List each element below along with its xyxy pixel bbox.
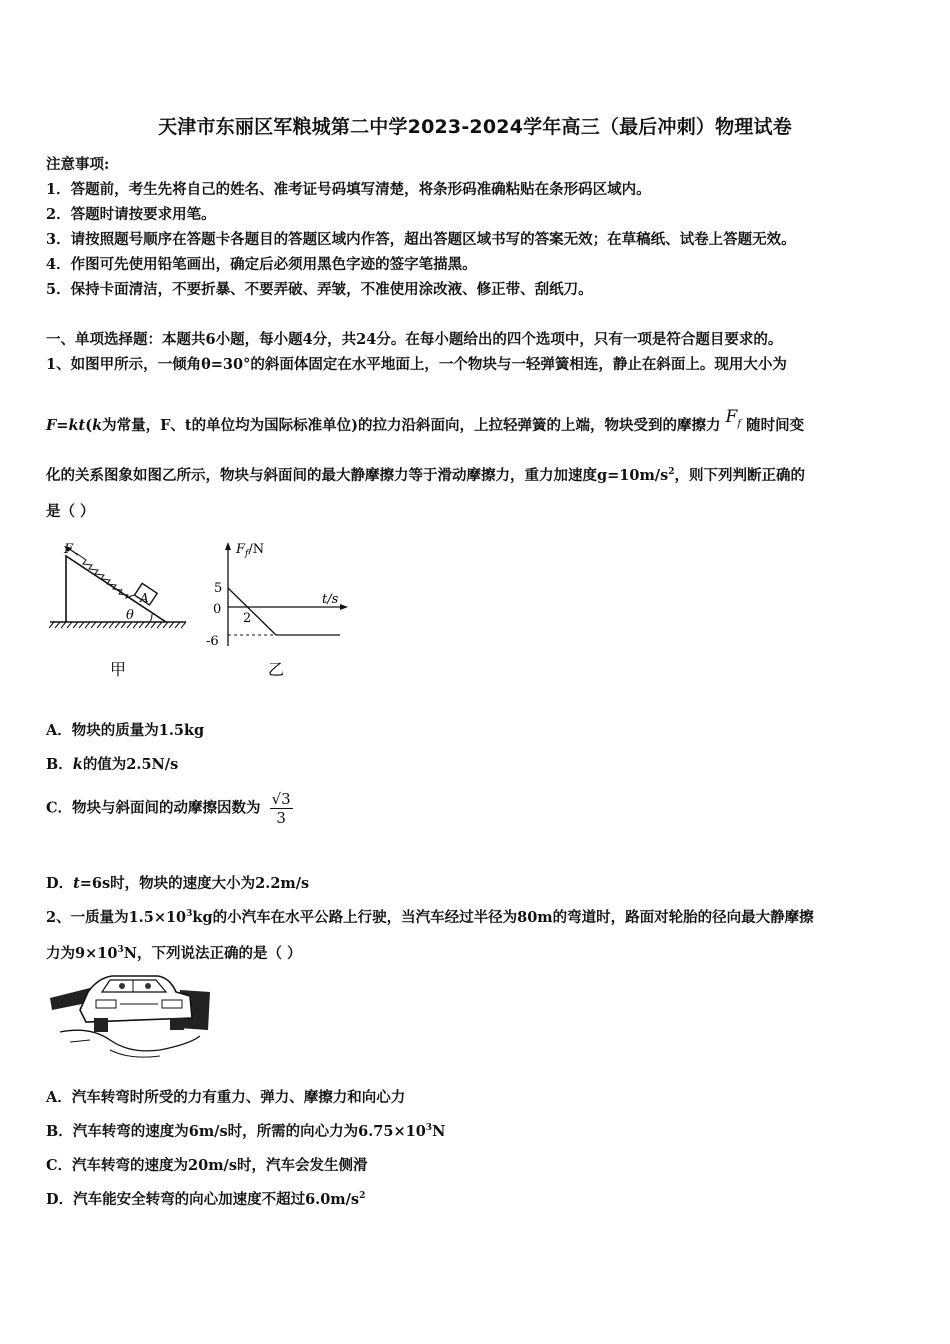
q2-line2-sup: 3: [117, 945, 124, 956]
y-label-sub: f: [245, 549, 249, 559]
q2-line1: [46, 906, 814, 927]
wheel-left: [94, 1018, 108, 1032]
graph-slope: [228, 588, 276, 635]
q1-c-text: C．物块与斜面间的动摩擦因数为: [46, 799, 261, 817]
x-axis-label: t/s: [322, 592, 339, 607]
q2-line2-text: 力为9×10: [46, 945, 118, 962]
q1-line2: [46, 407, 805, 437]
q2-option-c: C．汽车转弯的速度为20m/s时，汽车会发生侧滑: [46, 1157, 368, 1174]
tick-2: 2: [243, 611, 252, 626]
notice-item-5: 5．保持卡面清洁，不要折暴、不要弄破、弄皱，不准使用涂改液、修正带、刮纸刀。: [46, 281, 593, 298]
q1-d-t: t: [73, 875, 80, 892]
y-label-f: F: [236, 542, 246, 557]
headlight-right: [162, 1000, 182, 1008]
car-illustration: [50, 970, 215, 1062]
car-window: [102, 980, 166, 992]
wheel-right: [170, 1018, 184, 1030]
q2-line2-end: N，下列说法正确的是（ ）: [123, 945, 302, 962]
q1-line3-sup: 2: [668, 467, 675, 478]
q2-d-text: D．汽车能安全转弯的向心加速度不超过6.0m/s: [46, 1191, 360, 1208]
q1-line3: [46, 464, 805, 485]
y-axis-arrow: [225, 542, 231, 550]
passenger: [145, 983, 151, 989]
q2-option-b: [46, 1120, 445, 1141]
tick-0: 0: [213, 602, 222, 617]
q2-d-sup: 2: [359, 1191, 366, 1202]
q1-option-d: [46, 872, 309, 893]
notice-heading: 注意事项:: [46, 156, 110, 173]
q1-formula: F=kt: [46, 417, 86, 434]
q1-k: k: [92, 417, 103, 434]
spring: [76, 553, 134, 598]
q1-b-k: k: [72, 756, 83, 773]
q1-ff-letter: F: [725, 407, 738, 427]
q2-line1-sup: 3: [186, 909, 193, 920]
q1-c-fraction: [270, 790, 293, 827]
force-label: F: [64, 542, 74, 557]
q1-line2-text: 为常量，F、t的单位均为国际标准单位)的拉力沿斜面向，上拉轻弹簧的上端，物块受到的摩擦力: [102, 417, 721, 434]
q1-c-num: √3: [271, 790, 291, 808]
q2-option-a: A．汽车转弯时所受的力有重力、弹力、摩擦力和向心力: [46, 1089, 406, 1106]
y-label-unit: /N: [248, 542, 265, 557]
q2-option-d: [46, 1188, 365, 1209]
notice-item-2: 2．答题时请按要求用笔。: [46, 206, 216, 223]
q1-line3-end: ，则下列判断正确的: [674, 467, 806, 484]
q1-line2-end: 随时间变: [746, 417, 805, 434]
q1-c-den: 3: [276, 809, 286, 827]
q1-option-a: A．物块的质量为1.5kg: [46, 722, 205, 739]
q1-option-b: [46, 753, 178, 774]
q2-b-text: B．汽车转弯的速度为6m/s时，所需的向心力为6.75×10: [46, 1123, 426, 1140]
section-heading: 一、单项选择题：本题共6小题，每小题4分，共24分。在每小题给出的四个选项中，只有一项是符合题目要求的。: [46, 331, 783, 348]
block-label: A: [140, 591, 149, 605]
q2-line1-end: kg的小汽车在水平公路上行驶，当汽车经过半径为80m的弯道时，路面对轮胎的径向最大静摩擦: [192, 909, 814, 926]
notice-item-1: 1．答题前，考生先将自己的姓名、准考证号码填写清楚，将条形码准确粘贴在条形码区域内。: [46, 181, 651, 198]
q1-line4: 是（ ）: [46, 503, 95, 520]
q1-d-pre: D．: [46, 875, 74, 892]
q1-ff-sub: f: [737, 418, 742, 430]
q2-b-sup: 3: [425, 1123, 433, 1134]
figure-yi: [200, 536, 350, 686]
q1-ff: [725, 407, 742, 430]
page-title: 天津市东丽区军粮城第二中学2023-2024学年高三（最后冲刺）物理试卷: [158, 116, 792, 138]
y-axis-label: [235, 542, 264, 559]
fig-yi-caption: 乙: [268, 660, 285, 679]
x-axis-arrow: [340, 604, 348, 610]
q2-b-end: N: [432, 1123, 446, 1140]
figure-jia: [46, 538, 191, 683]
q1-d-post: =6s时，物块的速度大小为2.2m/s: [79, 875, 310, 892]
tick-5: 5: [214, 581, 223, 596]
tick-neg6: -6: [206, 634, 219, 649]
headlight-left: [96, 1000, 116, 1008]
q1-line3-text: 化的关系图象如图乙所示，物块与斜面间的最大静摩擦力等于滑动摩擦力，重力加速度g=10m/s: [46, 467, 669, 484]
theta-label: θ: [126, 608, 134, 623]
q2-line2: [46, 942, 302, 963]
driver: [119, 983, 125, 989]
q1-b-pre: B．: [46, 756, 73, 773]
q1-line1: 1、如图甲所示，一倾角θ=30°的斜面体固定在水平地面上，一个物块与一轻弹簧相连，静止在斜面上。现用大小为: [46, 356, 787, 373]
notice-item-3: 3．请按照题号顺序在答题卡各题目的答题区域内作答，超出答题区域书写的答案无效；在草稿纸、试卷上答题无效。: [46, 231, 796, 248]
q1-paren: (: [85, 417, 93, 434]
q2-line1-text: 2、一质量为1.5×10: [46, 909, 187, 926]
fig-jia-caption: 甲: [110, 660, 127, 679]
notice-item-4: 4．作图可先使用铅笔画出，确定后必须用黑色字迹的签字笔描黑。: [46, 256, 477, 273]
q1-b-post: 的值为2.5N/s: [82, 756, 179, 773]
q1-option-c: [46, 790, 293, 827]
angle-arc: [150, 614, 152, 622]
